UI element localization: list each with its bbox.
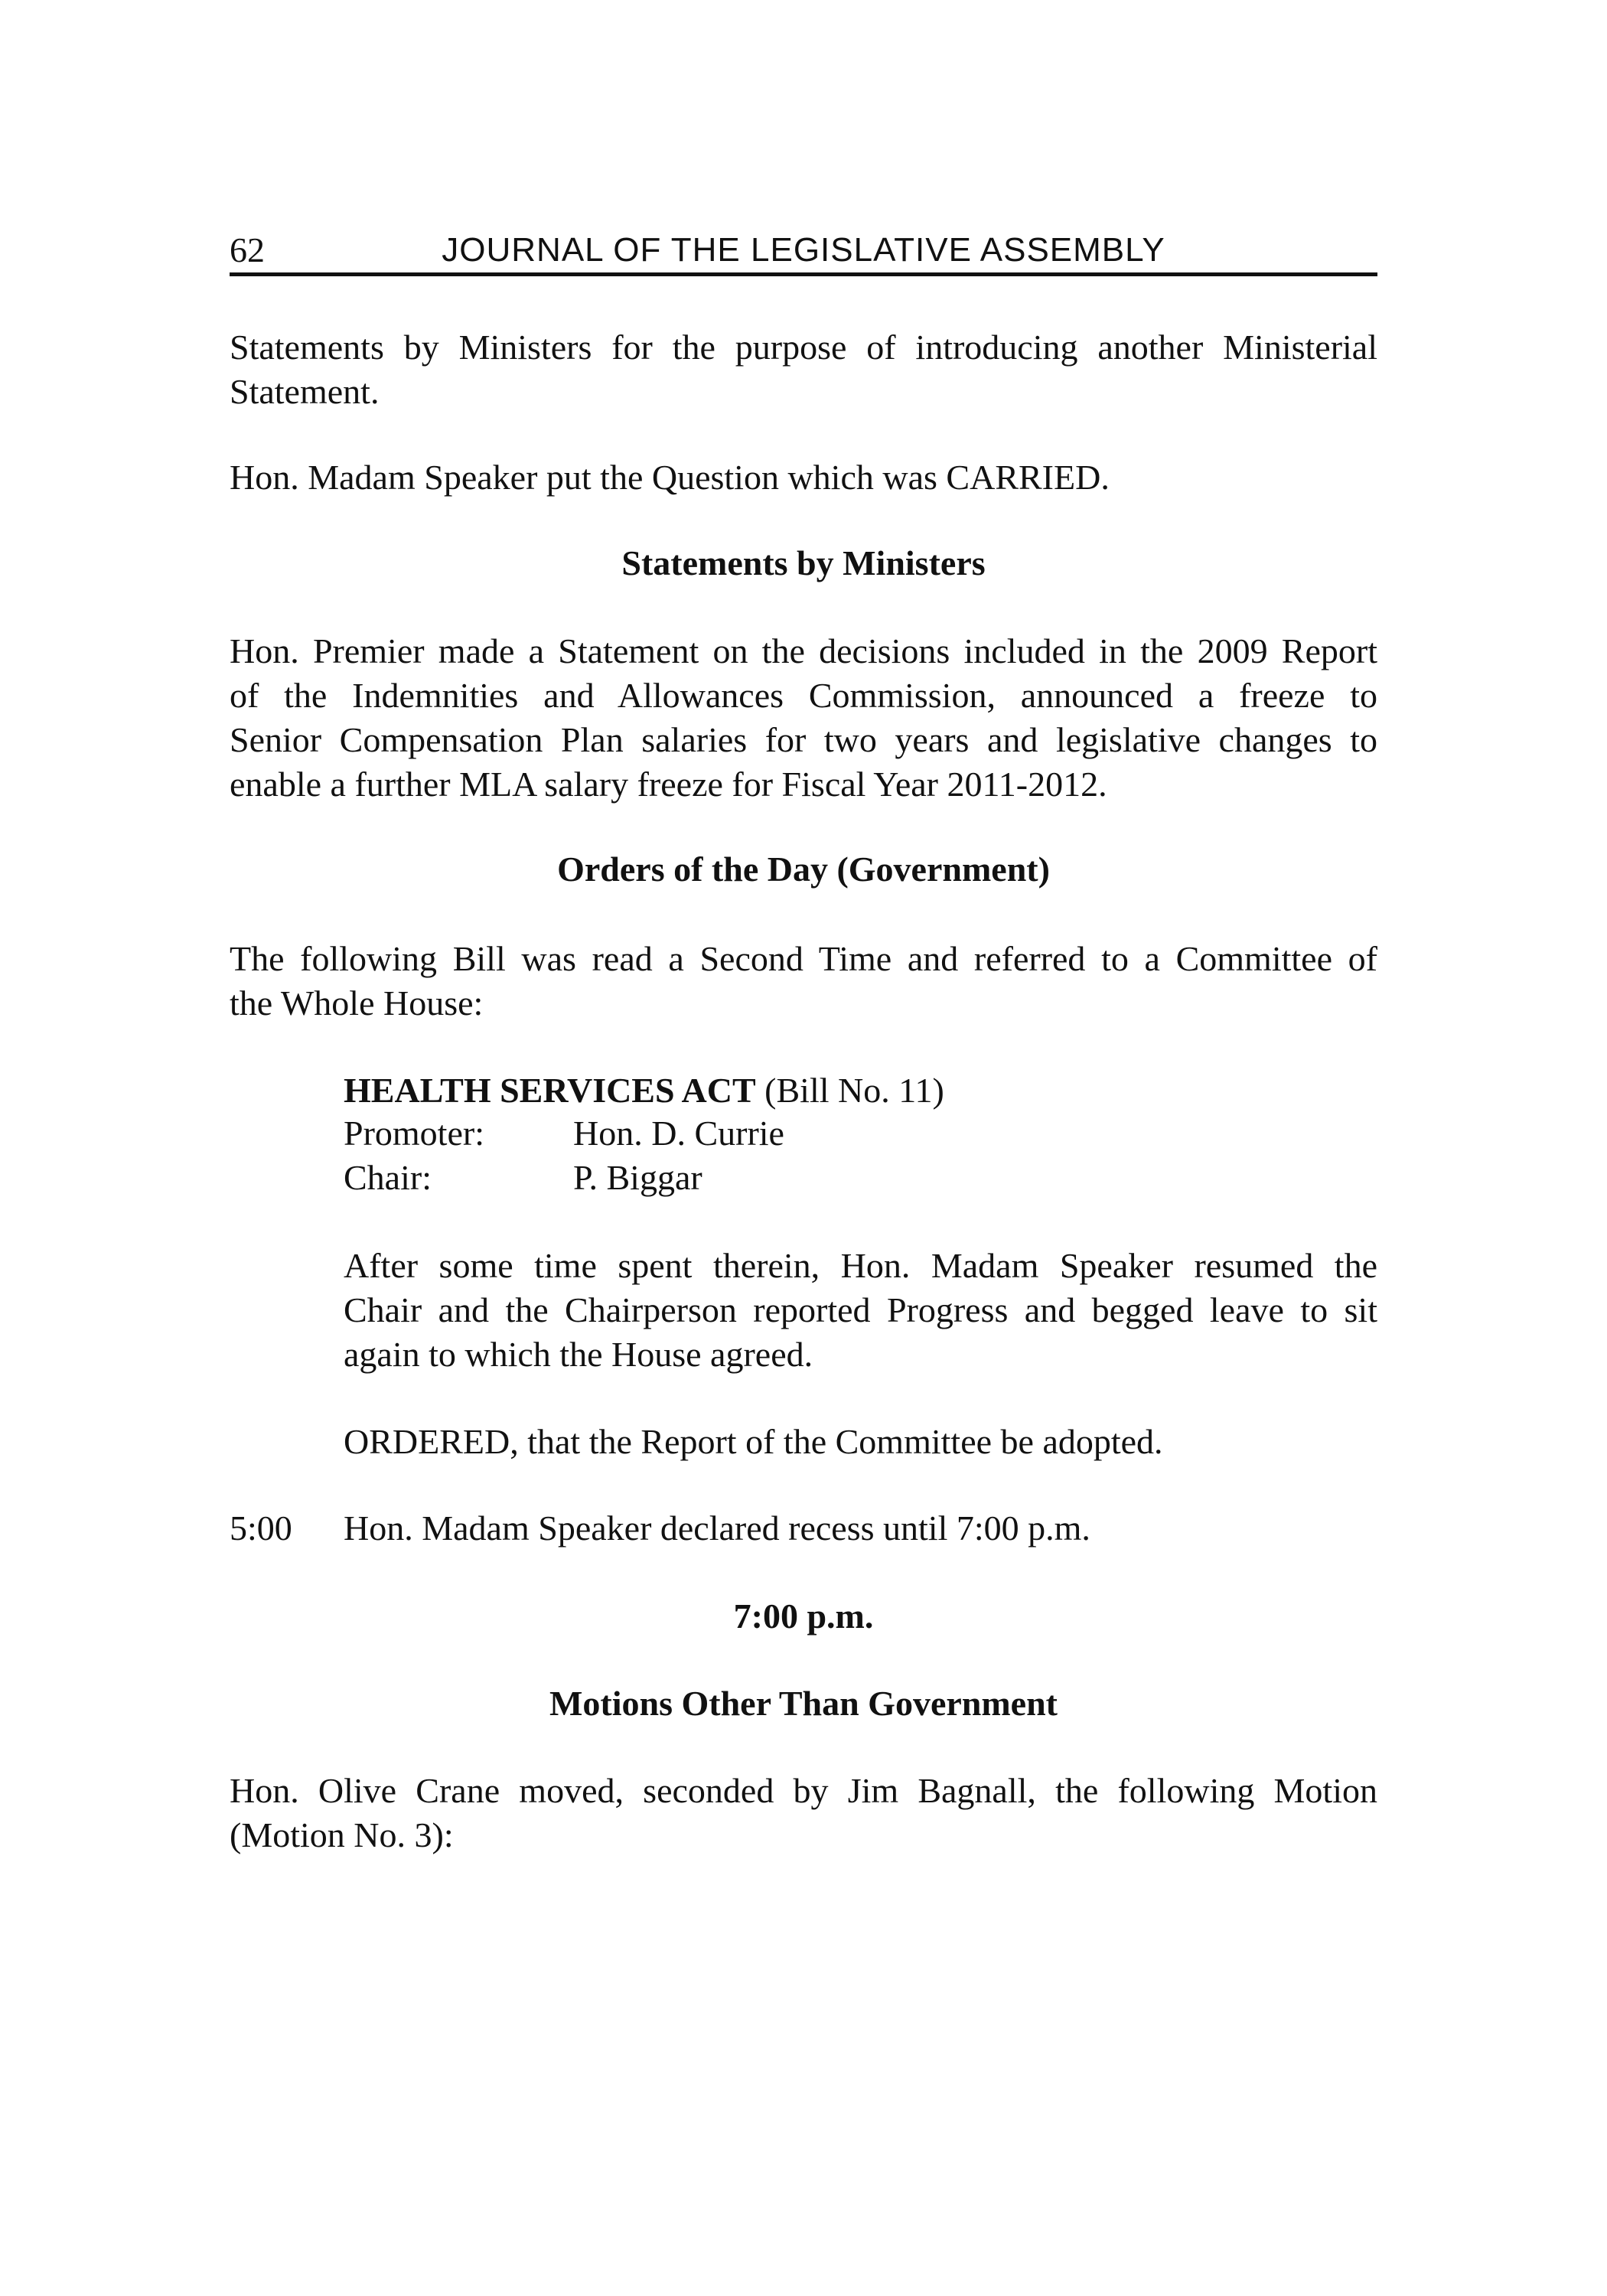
section-heading: Orders of the Day (Government) <box>557 850 1050 889</box>
bill-title-line <box>344 1068 944 1113</box>
paragraph: ORDERED, that the Report of the Committee be adopted. <box>344 1422 1163 1461</box>
paragraph-line: Senior Compensation Plan salaries for two years and legislative changes to <box>230 720 1377 759</box>
page-number: 62 <box>230 230 265 269</box>
paragraph-line: Statements by Ministers for the purpose of introducing another Ministerial <box>230 328 1377 367</box>
section-heading: Statements by Ministers <box>621 543 986 582</box>
chair-value: P. Biggar <box>573 1158 702 1197</box>
paragraph-line: After some time spent therein, Hon. Madam Speaker resumed the <box>344 1246 1377 1285</box>
paragraph: Hon. Madam Speaker put the Question which was CARRIED. <box>230 458 1110 497</box>
chair-label: Chair: <box>344 1158 432 1197</box>
bill-number: (Bill No. 11) <box>764 1071 944 1110</box>
paragraph-line: (Motion No. 3): <box>230 1815 454 1854</box>
page-header <box>230 225 1377 279</box>
promoter-value: Hon. D. Currie <box>573 1114 784 1153</box>
section-heading: Motions Other Than Government <box>549 1684 1058 1723</box>
paragraph-line: again to which the House agreed. <box>344 1335 813 1374</box>
time-heading: 7:00 p.m. <box>733 1596 874 1636</box>
paragraph-line: of the Indemnities and Allowances Commission, announced a freeze to <box>230 676 1377 715</box>
paragraph-line: Hon. Premier made a Statement on the decisions included in the 2009 Report <box>230 631 1377 670</box>
journal-title: JOURNAL OF THE LEGISLATIVE ASSEMBLY <box>442 231 1165 269</box>
bill-title: HEALTH SERVICES ACT <box>344 1071 756 1110</box>
promoter-label: Promoter: <box>344 1114 484 1153</box>
time-label: 5:00 <box>230 1508 292 1548</box>
paragraph-line: The following Bill was read a Second Time and referred to a Committee of <box>230 939 1377 978</box>
paragraph-line: Hon. Olive Crane moved, seconded by Jim Bagnall, the following Motion <box>230 1771 1377 1810</box>
paragraph-line: enable a further MLA salary freeze for Fiscal Year 2011-2012. <box>230 765 1107 804</box>
header-rule <box>230 272 1377 276</box>
paragraph-line: the Whole House: <box>230 983 484 1022</box>
time-entry: Hon. Madam Speaker declared recess until 7:00 p.m. <box>344 1508 1090 1548</box>
paragraph-line: Chair and the Chairperson reported Progress and begged leave to sit <box>344 1290 1377 1329</box>
paragraph-line: Statement. <box>230 372 380 411</box>
